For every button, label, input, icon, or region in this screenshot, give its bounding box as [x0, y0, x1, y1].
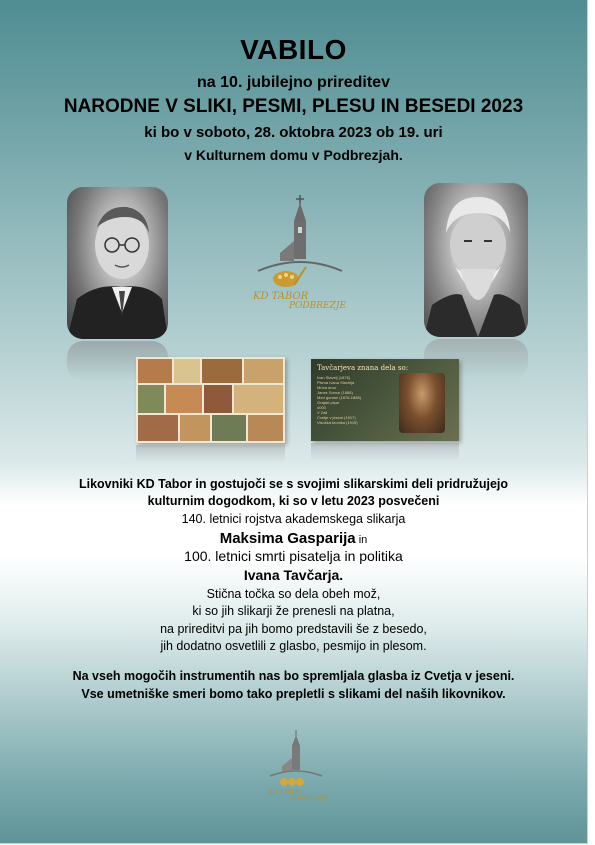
body-paragraph: ki so jih slikarji že prenesli na platna, [192, 604, 395, 618]
body-paragraph: Vse umetniške smeri bomo tako prepletli s slikami del naših likovnikov. [81, 687, 506, 701]
body-paragraph: 100. letnici smrti pisatelja in politika [184, 548, 403, 564]
body-paragraph: Stična točka so dela obeh mož, [206, 587, 381, 601]
portrait-maksim-gaspari [67, 187, 168, 339]
body-paragraph: 140. letnici rojstva akademskega slikarja [181, 512, 406, 526]
list-item: Grajski pisar [317, 400, 340, 405]
list-item: Janez Sonce (1886) [317, 390, 353, 395]
event-name: NARODNE V SLIKI, PESMI, PLESU IN BESEDI 2023 [63, 96, 524, 117]
slide-title: Tavčarjeva znana dela so: [317, 364, 409, 372]
logo-name-line1: KD TABOR [268, 789, 302, 796]
list-item: Med gorami (1876-1888) [317, 395, 362, 400]
list-item: Ivan Slavelj (1876) [317, 375, 351, 380]
list-item: V Zali [317, 410, 328, 415]
slide-reflection [311, 443, 459, 461]
body-paragraph: kulturnim dogodkom, ki so v letu 2023 posvečeni [147, 494, 440, 508]
body-paragraph: jih dodatno osvetlili z glasbo, pesmijo in plesom. [160, 639, 427, 653]
body-paragraph: Likovniki KD Tabor in gostujoči se s svojimi slikarskimi deli pridružujejo [78, 477, 509, 491]
church-tower-palette-icon [250, 195, 350, 295]
tavcar-painting [399, 373, 445, 433]
honoree-tavcar: Ivana Tavčarja. [243, 567, 344, 583]
logo-name-line2: PODBREZJE [290, 795, 329, 802]
collage-reflection [136, 445, 285, 463]
honoree-gaspari [0, 530, 587, 549]
logo-name-line2: PODBREZJE [289, 301, 347, 311]
list-item: 4000 [317, 405, 326, 410]
tavcar-works-slide [311, 359, 459, 441]
body-paragraph: na prireditvi pa jih bomo predstavili še z besedo, [160, 622, 427, 636]
event-venue: v Kulturnem domu v Podbrezjah. [184, 147, 403, 163]
honoree-conjunction: in [355, 534, 368, 546]
gaspari-paintings-collage [136, 357, 285, 443]
church-tower-palette-icon [266, 730, 326, 790]
logo-name-line1: KD TABOR [253, 291, 309, 302]
list-item: Cvetje v jeseni (1917) [317, 415, 356, 420]
event-anniversary-line: na 10. jubilejno prireditev [197, 74, 390, 91]
list-item: Mrtva srca [317, 385, 336, 390]
list-item: Visoška kronika (1919) [317, 420, 358, 425]
slide-works-list [317, 375, 361, 425]
honoree-name: Maksima Gasparija [219, 530, 356, 547]
list-item: Pisma Ivana Slavelja [317, 380, 355, 385]
body-paragraph: Na vseh mogočih instrumentih nas bo spremljala glasba iz Cvetja v jeseni. [72, 669, 515, 683]
event-date: ki bo v soboto, 28. oktobra 2023 ob 19. uri [144, 124, 443, 141]
page-title: VABILO [240, 34, 347, 65]
portrait-ivan-tavcar [424, 183, 528, 337]
